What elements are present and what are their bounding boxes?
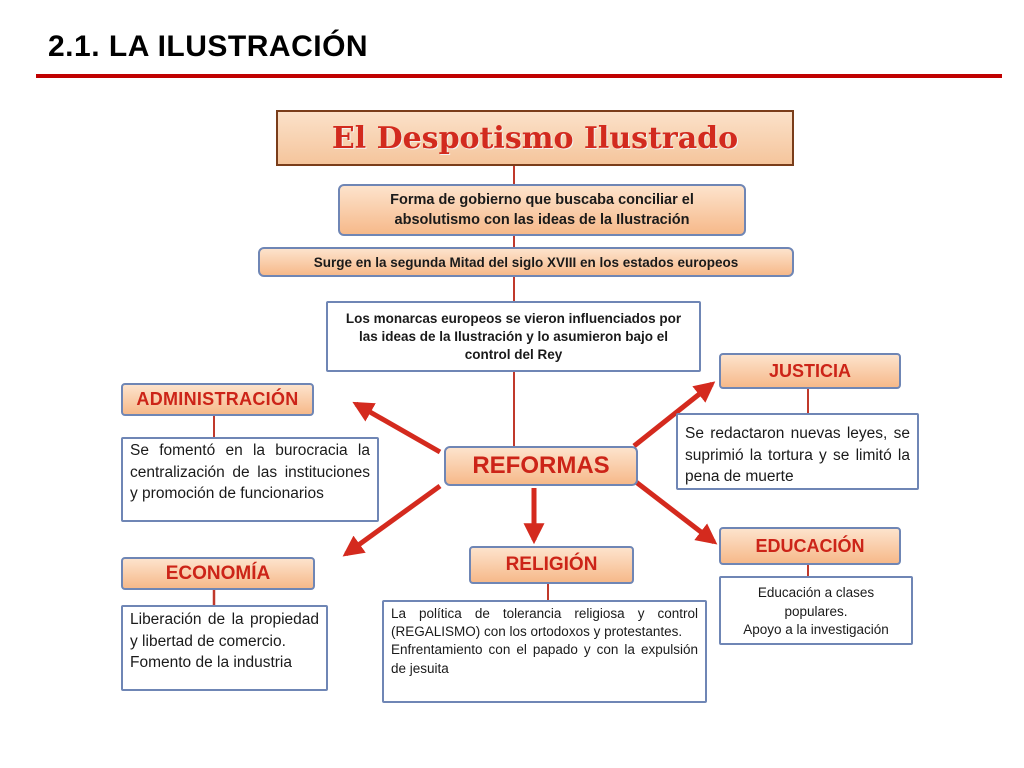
- religion-heading: RELIGIÓN: [469, 546, 634, 584]
- religion-text: [382, 600, 707, 703]
- economia-heading: ECONOMÍA: [121, 557, 315, 590]
- administracion-text: Se fomentó en la burocracia la centralización de las instituciones y promoción de funcionarios: [121, 437, 379, 522]
- reformas-center-node: REFORMAS: [444, 446, 638, 486]
- economia-line: Liberación de la propiedad y libertad de comercio.: [130, 611, 319, 650]
- educacion-heading: EDUCACIÓN: [719, 527, 901, 565]
- diagram-main-title: El Despotismo Ilustrado: [276, 110, 794, 166]
- slide-title: 2.1. LA ILUSTRACIÓN: [48, 30, 369, 63]
- religion-line: La política de tolerancia religiosa y control (REGALISMO) con los ortodoxos y protestantes.: [391, 606, 698, 640]
- origin-box: Surge en la segunda Mitad del siglo XVIII en los estados europeos: [258, 247, 794, 277]
- arrow-to-educacion: [636, 482, 714, 542]
- educacion-line: Apoyo a la investigación: [743, 622, 889, 637]
- educacion-line: Educación a clases populares.: [757, 585, 875, 619]
- economia-line: Fomento de la industria: [130, 654, 292, 671]
- monarchs-box: Los monarcas europeos se vieron influenciados por las ideas de la Ilustración y lo asumieron bajo el control del Rey: [326, 301, 701, 372]
- religion-line: Enfrentamiento con el papado y con la expulsión de jesuita: [391, 642, 698, 676]
- educacion-text: [719, 576, 913, 645]
- administracion-heading: ADMINISTRACIÓN: [121, 383, 314, 416]
- definition-box: Forma de gobierno que buscaba conciliar el absolutismo con las ideas de la Ilustración: [338, 184, 746, 236]
- justicia-text: Se redactaron nuevas leyes, se suprimió la tortura y se limitó la pena de muerte: [676, 413, 919, 490]
- economia-text: [121, 605, 328, 691]
- justicia-heading: JUSTICIA: [719, 353, 901, 389]
